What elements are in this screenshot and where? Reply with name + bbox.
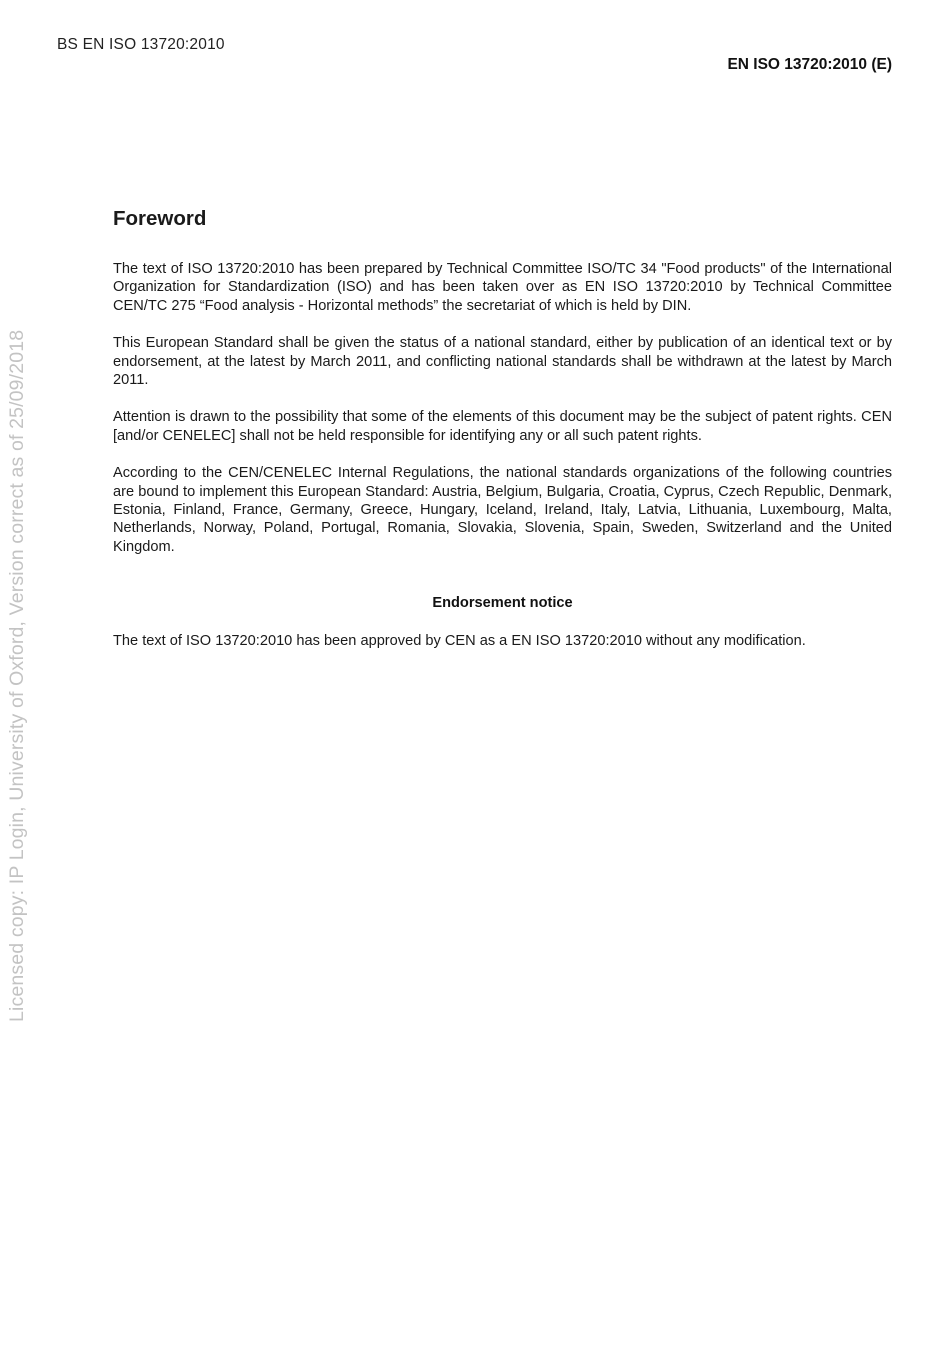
page-content <box>113 206 892 669</box>
endorsement-notice-text: The text of ISO 13720:2010 has been approved by CEN as a EN ISO 13720:2010 without any modification. <box>113 632 806 649</box>
foreword-paragraph-2: This European Standard shall be given the status of a national standard, either by publication of an identical text or by endorsement, at the latest by March 2011, and conflicting national standards shall be withdrawn at the latest by March 2011. <box>113 335 892 389</box>
document-reference-left: BS EN ISO 13720:2010 <box>57 36 225 53</box>
foreword-heading: Foreword <box>113 207 207 230</box>
license-watermark: Licensed copy: IP Login, University of Oxford, Version correct as of 25/09/2018 <box>6 329 28 1022</box>
endorsement-notice-heading: Endorsement notice <box>432 595 573 612</box>
foreword-paragraph-4: According to the CEN/CENELEC Internal Regulations, the national standards organizations of the following countries are bound to implement this European Standard: Austria, Belgium, Bulgaria, Croatia, Cyprus, Czech Republic, Denmark, Estonia, Finland, France, Germany, Greece, Hungary, Iceland, Ireland, Italy, Latvia, Lithuania, Luxembourg, Malta, Netherlands, Norway, Poland, Portugal, Romania, Slovakia, Slovenia, Spain, Sweden, Switzerland and the United Kingdom. <box>113 465 892 555</box>
foreword-paragraph-3: Attention is drawn to the possibility that some of the elements of this document may be the subject of patent rights. CEN [and/or CENELEC] shall not be held responsible for identifying any or all such patent rights. <box>113 409 892 444</box>
foreword-paragraph-1: The text of ISO 13720:2010 has been prepared by Technical Committee ISO/TC 34 "Food products" of the International Organization for Standardization (ISO) and has been taken over as EN ISO 13720:2010 by Technical Committee CEN/TC 275 “Food analysis - Horizontal methods” the secretariat of which is held by DIN. <box>113 261 892 314</box>
document-reference-right: EN ISO 13720:2010 (E) <box>727 56 892 73</box>
